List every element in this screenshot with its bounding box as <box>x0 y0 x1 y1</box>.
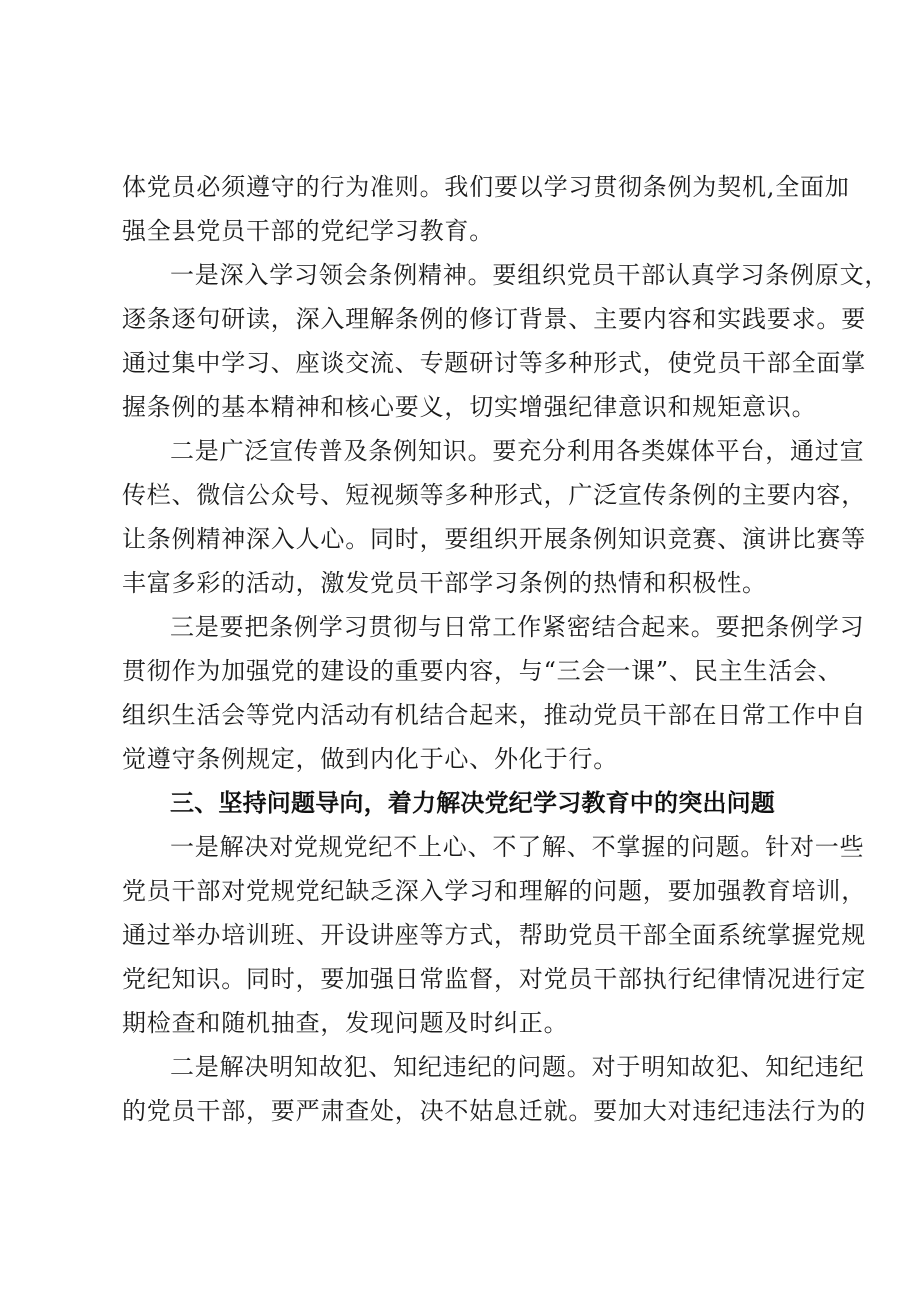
section-heading: 三、坚持问题导向，着力解决党纪学习教育中的突出问题 <box>170 789 775 817</box>
text-line: 通过举办培训班、开设讲座等方式，帮助党员干部全面系统掌握党规 <box>122 921 866 949</box>
text-line: 的党员干部，要严肃查处，决不姑息迁就。要加大对违纪违法行为的 <box>122 1097 866 1125</box>
paragraph-first-line: 二是广泛宣传普及条例知识。要充分利用各类媒体平台，通过宣 <box>170 437 865 465</box>
paragraph-first-line: 三是要把条例学习贯彻与日常工作紧密结合起来。要把条例学习 <box>170 613 865 641</box>
text-line: 通过集中学习、座谈交流、专题研讨等多种形式，使党员干部全面掌 <box>122 349 866 377</box>
text-line: 贯彻作为加强党的建设的重要内容，与“三会一课”、民主生活会、 <box>122 657 843 685</box>
text-line: 党员干部对党规党纪缺乏深入学习和理解的问题，要加强教育培训， <box>122 877 866 905</box>
text-line: 党纪知识。同时，要加强日常监督，对党员干部执行纪律情况进行定 <box>122 965 866 993</box>
text-line: 强全县党员干部的党纪学习教育。 <box>122 217 494 245</box>
paragraph-first-line: 一是解决对党规党纪不上心、不了解、不掌握的问题。针对一些 <box>170 833 865 861</box>
text-line: 丰富多彩的活动，激发党员干部学习条例的热情和积极性。 <box>122 569 767 597</box>
text-line: 体党员必须遵守的行为准则。我们要以学习贯彻条例为契机,全面加 <box>122 173 850 201</box>
paragraph-first-line: 一是深入学习领会条例精神。要组织党员干部认真学习条例原文， <box>170 261 890 289</box>
text-line: 逐条逐句研读，深入理解条例的修订背景、主要内容和实践要求。要 <box>122 305 866 333</box>
text-line: 组织生活会等党内活动有机结合起来，推动党员干部在日常工作中自 <box>122 701 866 729</box>
text-line: 让条例精神深入人心。同时，要组织开展条例知识竞赛、演讲比赛等 <box>122 525 866 553</box>
text-line: 握条例的基本精神和核心要义，切实增强纪律意识和规矩意识。 <box>122 393 817 421</box>
paragraph-first-line: 二是解决明知故犯、知纪违纪的问题。对于明知故犯、知纪违纪 <box>170 1053 865 1081</box>
text-line: 传栏、微信公众号、短视频等多种形式，广泛宣传条例的主要内容， <box>122 481 866 509</box>
text-line: 觉遵守条例规定，做到内化于心、外化于行。 <box>122 745 618 773</box>
text-line: 期检查和随机抽查，发现问题及时纠正。 <box>122 1009 569 1037</box>
